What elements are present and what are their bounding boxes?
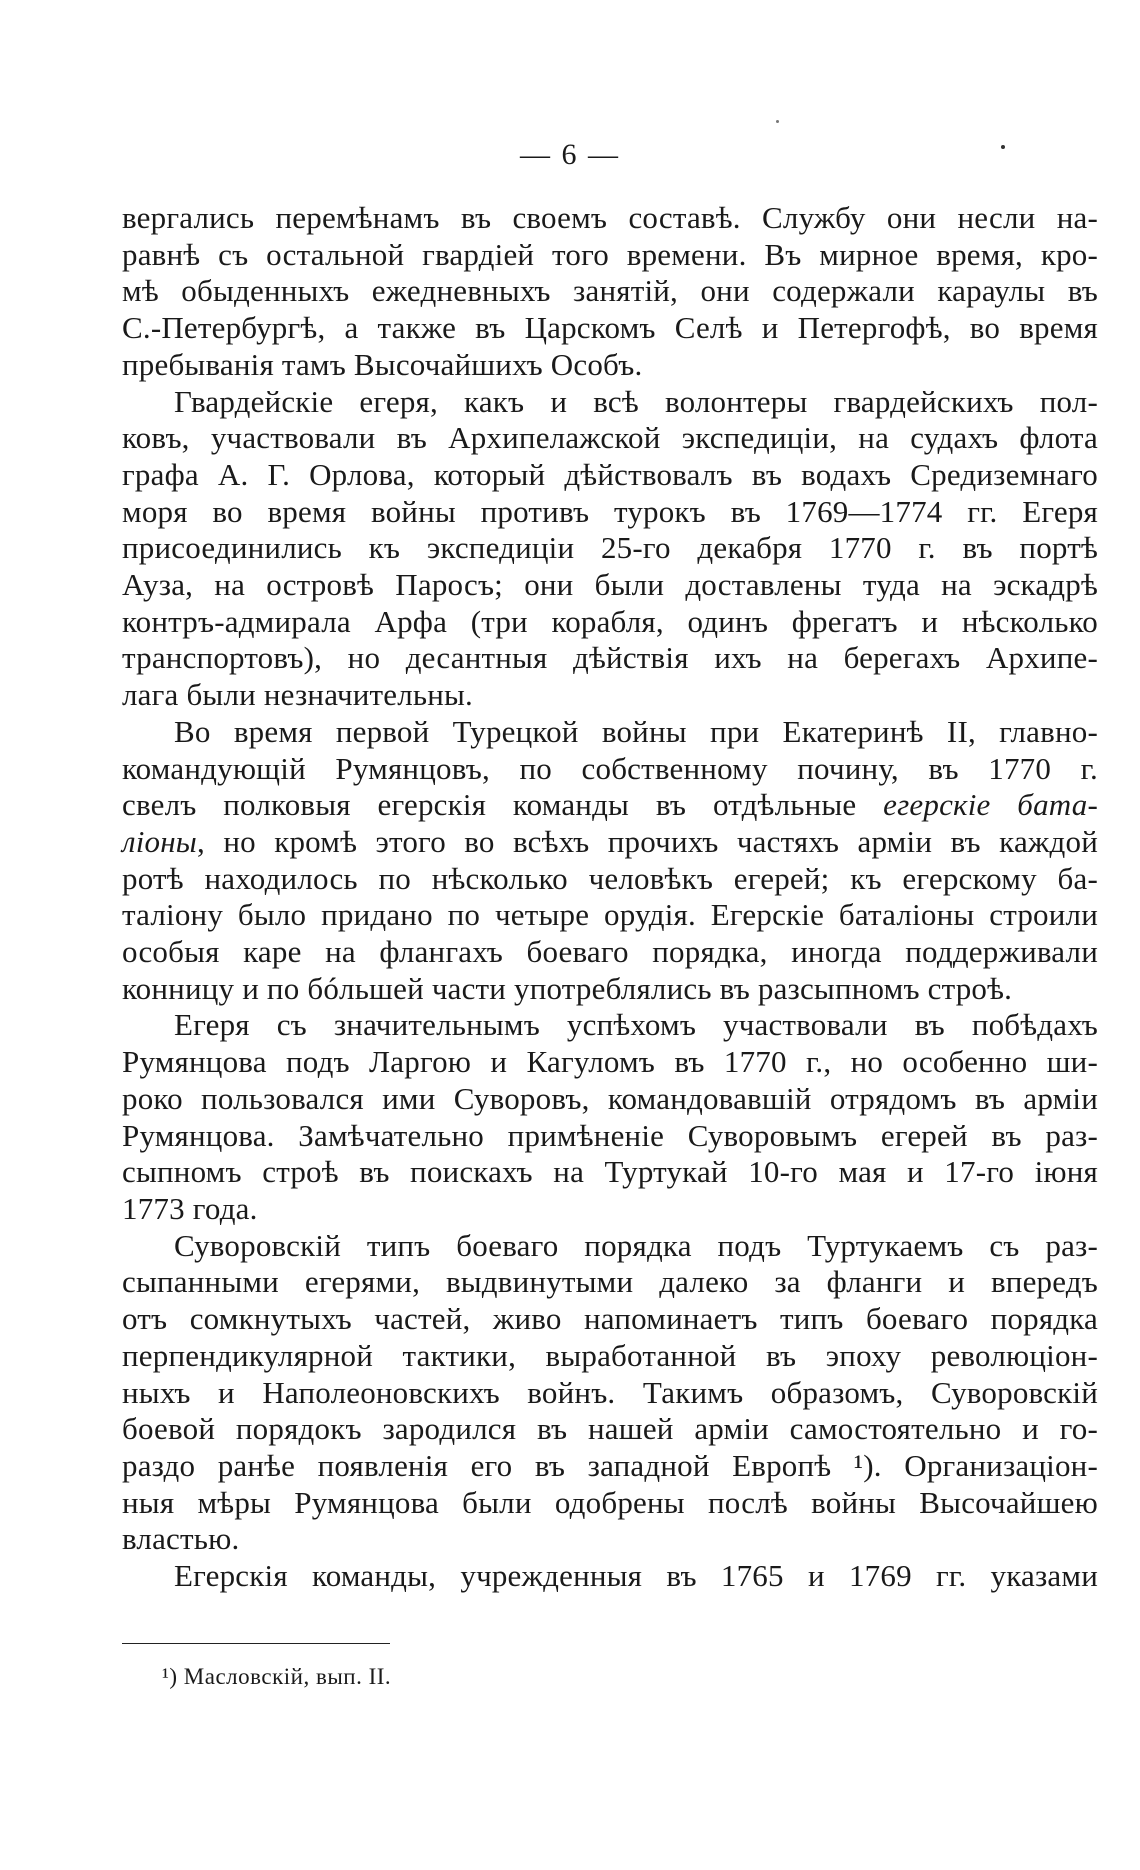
text-line [122, 1521, 1098, 1558]
text-line [122, 1154, 1098, 1191]
text-line-content: Во время первой Турецкой войны при Екатеринѣ II, главно- [174, 713, 1098, 749]
text-line-content: мѣ обыденныхъ ежедневныхъ занятій, они содержали караулы въ [122, 273, 1098, 309]
text-line [122, 310, 1098, 347]
text-line-content: графа А. Г. Орлова, который дѣйствовалъ въ водахъ Средиземнаго [122, 456, 1098, 492]
text-line-content: контръ-адмирала Арфа (три корабля, одинъ фрегатъ и нѣсколько [122, 603, 1098, 639]
text-line-content: командующій Румянцовъ, по собственному почину, въ 1770 г. [122, 750, 1098, 786]
text-line [122, 457, 1098, 494]
text-line-content: ротѣ находилось по нѣсколько человѣкъ егерей; къ егерскому ба- [122, 860, 1098, 896]
text-line [122, 971, 1098, 1008]
text-line-content: особыя каре на флангахъ боеваго порядка, иногда поддерживали [122, 934, 1098, 970]
text-line [122, 897, 1098, 934]
text-line [122, 677, 1098, 714]
text-line-content: роко пользовался ими Суворовъ, командовавшій отрядомъ въ арміи [122, 1080, 1098, 1116]
text-line [122, 1338, 1098, 1375]
text-line-content: С.-Петербургѣ, а также въ Царскомъ Селѣ и Петергофѣ, во время [122, 310, 1098, 346]
text-line-content: свелъ полковыя егерскія команды въ отдѣльные [122, 787, 884, 823]
italic-term: ліоны [122, 823, 198, 859]
text-line [122, 861, 1098, 898]
text-line-content: Гвардейскіе егеря, какъ и всѣ волонтеры гвардейскихъ пол- [174, 383, 1098, 419]
text-line [122, 1411, 1098, 1448]
text-line-content: Суворовскій типъ боеваго порядка подъ Туртукаемъ съ раз- [174, 1227, 1098, 1263]
text-line [122, 1558, 1098, 1595]
text-line [122, 1044, 1098, 1081]
footnote-separator [122, 1643, 390, 1644]
text-line [122, 494, 1098, 531]
text-line [122, 1007, 1098, 1044]
text-line [122, 1228, 1098, 1265]
text-line-content: ныя мѣры Румянцова были одобрены послѣ войны Высочайшею [122, 1484, 1098, 1520]
text-line-content: перпендикулярной тактики, выработанной въ эпоху революціон- [122, 1337, 1098, 1373]
text-line-content: Егерскія команды, учрежденныя въ 1765 и 1769 гг. указами [174, 1558, 1098, 1594]
text-line-content: боевой порядокъ зародился въ нашей арміи самостоятельно и го- [122, 1411, 1098, 1447]
text-line-content: раздо ранѣе появленія его въ западной Европѣ ¹). Организаціон- [122, 1447, 1098, 1483]
scan-speck [776, 120, 779, 123]
text-line [122, 751, 1098, 788]
text-line-content: Румянцова. Замѣчательно примѣненіе Суворовымъ егерей въ раз- [122, 1117, 1098, 1153]
text-line [122, 604, 1098, 641]
body-text [122, 200, 1098, 1595]
text-line [122, 1375, 1098, 1412]
text-line [122, 1485, 1098, 1522]
text-line [122, 200, 1098, 237]
text-line-content: 1773 года. [122, 1190, 258, 1226]
italic-term: егерскіе бата- [883, 787, 1098, 823]
text-line [122, 273, 1098, 310]
text-line-content: Егеря съ значительнымъ успѣхомъ участвовали въ побѣдахъ [174, 1007, 1098, 1043]
text-line-content: таліону было придано по четыре орудія. Егерскіе баталіоны строили [122, 897, 1098, 933]
text-line-content: сыпанными егерями, выдвинутыми далеко за фланги и впередъ [122, 1264, 1098, 1300]
text-line [122, 347, 1098, 384]
text-line-content: пребыванія тамъ Высочайшихъ Особъ. [122, 346, 643, 382]
text-line-content: Ауза, на островѣ Паросъ; они были доставлены туда на эскадрѣ [122, 567, 1098, 603]
text-line [122, 1448, 1098, 1485]
text-line [122, 1118, 1098, 1155]
text-line [122, 420, 1098, 457]
text-line [122, 1264, 1098, 1301]
text-line-content: сыпномъ строѣ въ поискахъ на Туртукай 10-го мая и 17-го іюня [122, 1154, 1098, 1190]
text-line [122, 530, 1098, 567]
text-line [122, 1081, 1098, 1118]
text-line-content: ковъ, участвовали въ Архипелажской экспедиціи, на судахъ флота [122, 420, 1098, 456]
text-line [122, 237, 1098, 274]
text-line [122, 787, 1098, 824]
text-line-content: Румянцова подъ Ларгою и Кагуломъ въ 1770 г., но особенно ши- [122, 1044, 1098, 1080]
text-line-content: вергались перемѣнамъ въ своемъ составѣ. Службу они несли на- [122, 200, 1098, 235]
text-line [122, 824, 1098, 861]
text-line [122, 384, 1098, 421]
text-line-content: равнѣ съ остальной гвардіей того времени. Въ мирное время, кро- [122, 236, 1098, 272]
text-line-content: отъ сомкнутыхъ частей, живо напоминаетъ типъ боеваго порядка [122, 1301, 1098, 1337]
text-line-content: моря во время войны противъ турокъ въ 1769—1774 гг. Егеря [122, 493, 1098, 529]
scan-speck [1001, 145, 1005, 149]
text-line [122, 1301, 1098, 1338]
footnote: ¹) Масловскій, вып. II. [162, 1664, 392, 1689]
text-line-content: властью. [122, 1521, 240, 1557]
text-line [122, 934, 1098, 971]
text-line [122, 640, 1098, 677]
text-line [122, 567, 1098, 604]
text-line-content: ныхъ и Наполеоновскихъ войнъ. Такимъ образомъ, Суворовскій [122, 1374, 1098, 1410]
text-line-content: присоединились къ экспедиціи 25-го декабря 1770 г. въ портѣ [122, 530, 1098, 566]
text-line-content: , но кромѣ этого во всѣхъ прочихъ частяхъ арміи въ каждой [197, 823, 1098, 859]
text-line-content: конницу и по бóльшей части употреблялись въ разсыпномъ строѣ. [122, 970, 1013, 1006]
page-number: — 6 — [520, 138, 620, 171]
text-line [122, 1191, 1098, 1228]
text-line [122, 714, 1098, 751]
text-line-content: транспортовъ), но десантныя дѣйствія ихъ на берегахъ Архипе- [122, 640, 1098, 676]
text-line-content: лага были незначительны. [122, 677, 474, 713]
